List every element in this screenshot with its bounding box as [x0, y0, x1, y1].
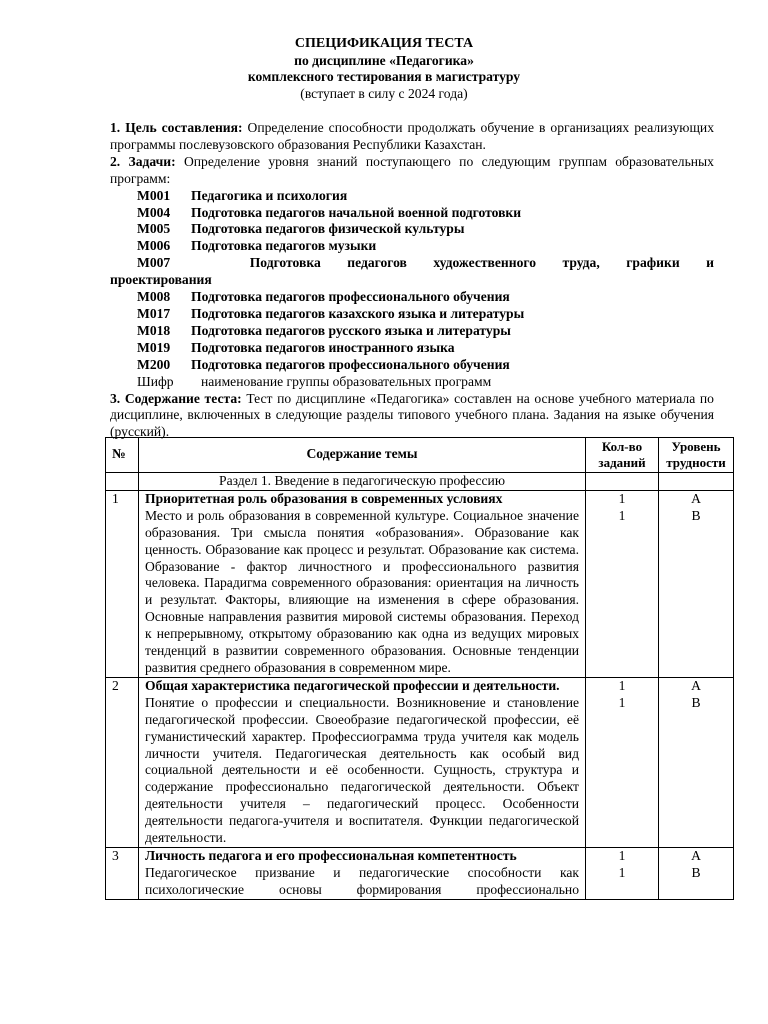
section-empty-cell: [106, 473, 139, 491]
header-number: №: [106, 438, 139, 473]
program-name: Подготовка педагогов профессионального обучения: [191, 356, 510, 372]
topic-description: Педагогическое призвание и педагогические способности как психологические основы формирования профессионально: [145, 864, 579, 897]
header-task-count-line1: Кол-во: [601, 439, 643, 454]
section-row: [106, 473, 734, 491]
document-subtitle-discipline: по дисциплине «Педагогика»: [294, 52, 474, 68]
section-empty-cell: [659, 473, 734, 491]
program-item: [110, 340, 714, 357]
topic-description: Место и роль образования в современной культуре. Социальное значение образования. Три смысла понятия «образования». Образование как ценность. Образование как процесс и результат. Образование как система. Образование - фактор личностного и профессионального развития человека. Парадигма современного образования: ориентация на личность и результат. Факторы, влияющие на изменения в сфере образования. Основные направления развития мировой системы образования. Переход к непрерывному, открытому образованию как одна из ведущих мировых тенденций в развитии современного образования. Основные тенденции развития среднего образования в современном мире.: [145, 507, 579, 675]
topic-title: Приоритетная роль образования в современных условиях: [145, 490, 503, 506]
program-code: M007: [137, 255, 171, 271]
program-code: M001: [137, 187, 171, 203]
program-item: [110, 323, 714, 340]
program-name: Подготовка педагогов начальной военной подготовки: [191, 204, 522, 220]
program-item: [110, 238, 714, 255]
difficulty-cell: [659, 677, 734, 847]
table-header-row: [106, 438, 734, 473]
program-code: M005: [137, 221, 171, 237]
table-row: [106, 847, 734, 899]
topic-title: Общая характеристика педагогической профессии и деятельности.: [145, 677, 560, 693]
program-code: M018: [137, 322, 171, 338]
legend-description: наименование группы образовательных программ: [201, 373, 492, 389]
header-task-count-line2: заданий: [598, 455, 646, 470]
section-title: Раздел 1. Введение в педагогическую профессию: [139, 473, 586, 491]
topic-title: Личность педагога и его профессиональная компетентность: [145, 847, 517, 863]
goal-label: 1. Цель составления:: [110, 120, 243, 135]
table-row: [106, 490, 734, 677]
program-item: [110, 205, 714, 222]
header-task-count: [586, 438, 659, 473]
tasks-label: 2. Задачи:: [110, 153, 176, 169]
task-count: 1: [618, 694, 626, 710]
table-row: [106, 677, 734, 847]
header-difficulty-line1: Уровень: [671, 439, 721, 454]
difficulty-level: A: [691, 677, 701, 693]
goal-text: Определение способности продолжать обучение в организациях реализующих программы послевузовского образования Республики Казахстан.: [110, 120, 714, 152]
task-count: 1: [618, 507, 626, 523]
task-count-cell: [586, 490, 659, 677]
difficulty-level: A: [691, 847, 701, 863]
topic-cell: [139, 677, 586, 847]
program-item: [110, 306, 714, 323]
header-topic-content: Содержание темы: [139, 438, 586, 473]
program-name: Подготовка педагогов профессионального обучения: [191, 289, 510, 305]
topic-cell: [139, 490, 586, 677]
program-code: M019: [137, 339, 171, 355]
difficulty-cell: [659, 847, 734, 899]
program-name: Подготовка педагогов физической культуры: [191, 221, 465, 237]
program-code: M017: [137, 305, 171, 321]
program-item: [110, 289, 714, 306]
program-item: [110, 221, 714, 238]
program-name: Педагогика и психология: [191, 187, 348, 203]
program-name: Подготовка педагогов художественного труда, графики и: [249, 255, 714, 271]
difficulty-level: B: [691, 864, 701, 880]
program-name: Подготовка педагогов иностранного языка: [191, 339, 455, 355]
task-count: 1: [618, 490, 626, 506]
tasks-text: Определение уровня знаний поступающего по следующим группам образовательных программ:: [110, 153, 714, 186]
document-header: [0, 36, 768, 102]
program-item: [110, 255, 714, 272]
document-subtitle-testing: комплексного тестирования в магистратуру: [247, 69, 521, 84]
document-title: СПЕЦИФИКАЦИЯ ТЕСТА: [294, 36, 474, 51]
program-name: Подготовка педагогов казахского языка и литературы: [191, 305, 525, 321]
row-number: 1: [106, 490, 139, 677]
difficulty-level: B: [691, 507, 701, 523]
difficulty-level: A: [691, 490, 701, 506]
document-effective-date: (вступает в силу с 2024 года): [300, 85, 468, 101]
task-count: 1: [618, 677, 626, 693]
program-name-continuation: проектирования: [110, 272, 212, 288]
task-count: 1: [618, 864, 626, 880]
content-text: Тест по дисциплине «Педагогика» составлен на основе учебного материала по дисциплине, включенных в следующие разделы типового учебного плана. Задания на языке обучения (русский).: [110, 390, 714, 440]
legend-code: Шифр: [137, 373, 174, 389]
header-difficulty-line2: трудности: [666, 455, 726, 470]
difficulty-cell: [659, 490, 734, 677]
topic-cell: [139, 847, 586, 899]
specification-table: [105, 437, 734, 900]
tasks-paragraph: [110, 154, 714, 188]
program-code: M004: [137, 204, 171, 220]
topic-description: Понятие о профессии и специальности. Возникновение и становление педагогической профессии. Своеобразие педагогической профессии, её гуманистический характер. Профессиограмма труда учителя как модель личности учителя. Педагогическая деятельность как особый вид социальной деятельности и её особенности. Сущность, структура и содержание профессионально педагогической деятельности. Объект деятельности учителя – педагогический процесс. Особенности деятельности педагога-учителя и воспитателя. Функции педагогической деятельности.: [145, 694, 579, 846]
goal-paragraph: [110, 120, 714, 154]
program-list: [110, 188, 714, 391]
program-item: [110, 357, 714, 374]
header-difficulty-level: [659, 438, 734, 473]
program-code: M006: [137, 238, 171, 254]
task-count-cell: [586, 847, 659, 899]
document-body: [110, 120, 714, 441]
program-code: M200: [137, 356, 171, 372]
program-name: Подготовка педагогов музыки: [191, 238, 377, 254]
task-count: 1: [618, 847, 626, 863]
difficulty-level: B: [691, 694, 701, 710]
content-paragraph: [110, 391, 714, 442]
program-code: M008: [137, 289, 171, 305]
program-name: Подготовка педагогов русского языка и литературы: [191, 322, 511, 338]
section-empty-cell: [586, 473, 659, 491]
content-label: 3. Содержание теста:: [110, 390, 242, 406]
program-item: [110, 188, 714, 205]
program-legend: [110, 374, 714, 391]
row-number: 2: [106, 677, 139, 847]
row-number: 3: [106, 847, 139, 899]
task-count-cell: [586, 677, 659, 847]
